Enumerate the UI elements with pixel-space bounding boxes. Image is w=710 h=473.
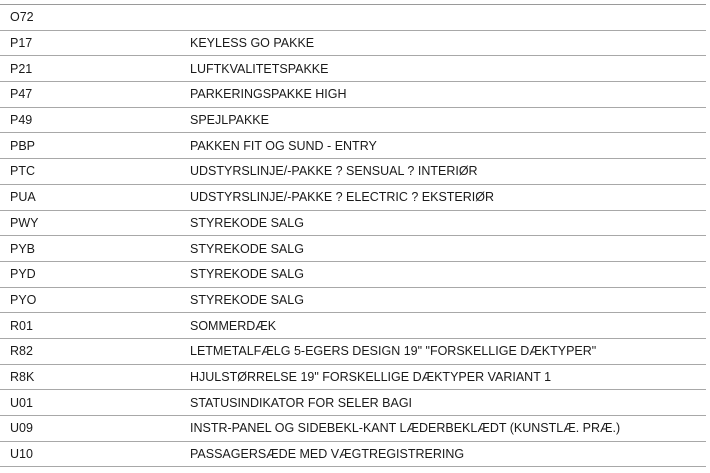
option-description: LUFTKVALITETSPAKKE (190, 56, 706, 82)
option-code: PUA (0, 184, 190, 210)
table-row (0, 5, 706, 30)
option-code: U10 (0, 441, 190, 467)
option-code: PTC (0, 159, 190, 185)
option-code: PWY (0, 210, 190, 236)
option-description: KEYLESS GO PAKKE (190, 30, 706, 56)
option-code: PBP (0, 133, 190, 159)
table-row (0, 159, 706, 185)
table-row (0, 56, 706, 82)
option-code: P49 (0, 107, 190, 133)
option-description: INSTR-PANEL OG SIDEBEKL-KANT LÆDERBEKLÆDT (KUNSTLÆ. PRÆ.) (190, 416, 706, 442)
table-row (0, 313, 706, 339)
table-row (0, 30, 706, 56)
option-code: P21 (0, 56, 190, 82)
option-description: SOMMERDÆK (190, 313, 706, 339)
table-row (0, 184, 706, 210)
table-row (0, 133, 706, 159)
option-code: U01 (0, 390, 190, 416)
option-description: PAKKEN FIT OG SUND - ENTRY (190, 133, 706, 159)
option-code: PYD (0, 261, 190, 287)
table-row (0, 416, 706, 442)
table-row (0, 261, 706, 287)
option-description: STYREKODE SALG (190, 287, 706, 313)
option-description: STYREKODE SALG (190, 236, 706, 262)
table-row (0, 287, 706, 313)
option-code: O72 (0, 5, 190, 30)
table-row (0, 210, 706, 236)
option-description: STYREKODE SALG (190, 261, 706, 287)
option-code: P47 (0, 82, 190, 108)
table-row (0, 441, 706, 467)
option-description: HJULSTØRRELSE 19" FORSKELLIGE DÆKTYPER VARIANT 1 (190, 364, 706, 390)
option-codes-body (0, 5, 706, 467)
option-code: R82 (0, 338, 190, 364)
option-code: P17 (0, 30, 190, 56)
table-row (0, 364, 706, 390)
option-description: SPEJLPAKKE (190, 107, 706, 133)
table-row (0, 338, 706, 364)
option-code: R01 (0, 313, 190, 339)
option-description: STATUSINDIKATOR FOR SELER BAGI (190, 390, 706, 416)
table-row (0, 107, 706, 133)
option-description (190, 5, 706, 30)
table-row (0, 390, 706, 416)
option-description: UDSTYRSLINJE/-PAKKE ? SENSUAL ? INTERIØR (190, 159, 706, 185)
option-code: PYB (0, 236, 190, 262)
option-code: R8K (0, 364, 190, 390)
option-description: PASSAGERSÆDE MED VÆGTREGISTRERING (190, 441, 706, 467)
option-description: STYREKODE SALG (190, 210, 706, 236)
option-description: LETMETALFÆLG 5-EGERS DESIGN 19" "FORSKELLIGE DÆKTYPER" (190, 338, 706, 364)
table-row (0, 82, 706, 108)
option-code: U09 (0, 416, 190, 442)
option-description: PARKERINGSPAKKE HIGH (190, 82, 706, 108)
option-code: PYO (0, 287, 190, 313)
option-description: UDSTYRSLINJE/-PAKKE ? ELECTRIC ? EKSTERIØR (190, 184, 706, 210)
option-codes-table (0, 5, 706, 467)
table-row (0, 236, 706, 262)
